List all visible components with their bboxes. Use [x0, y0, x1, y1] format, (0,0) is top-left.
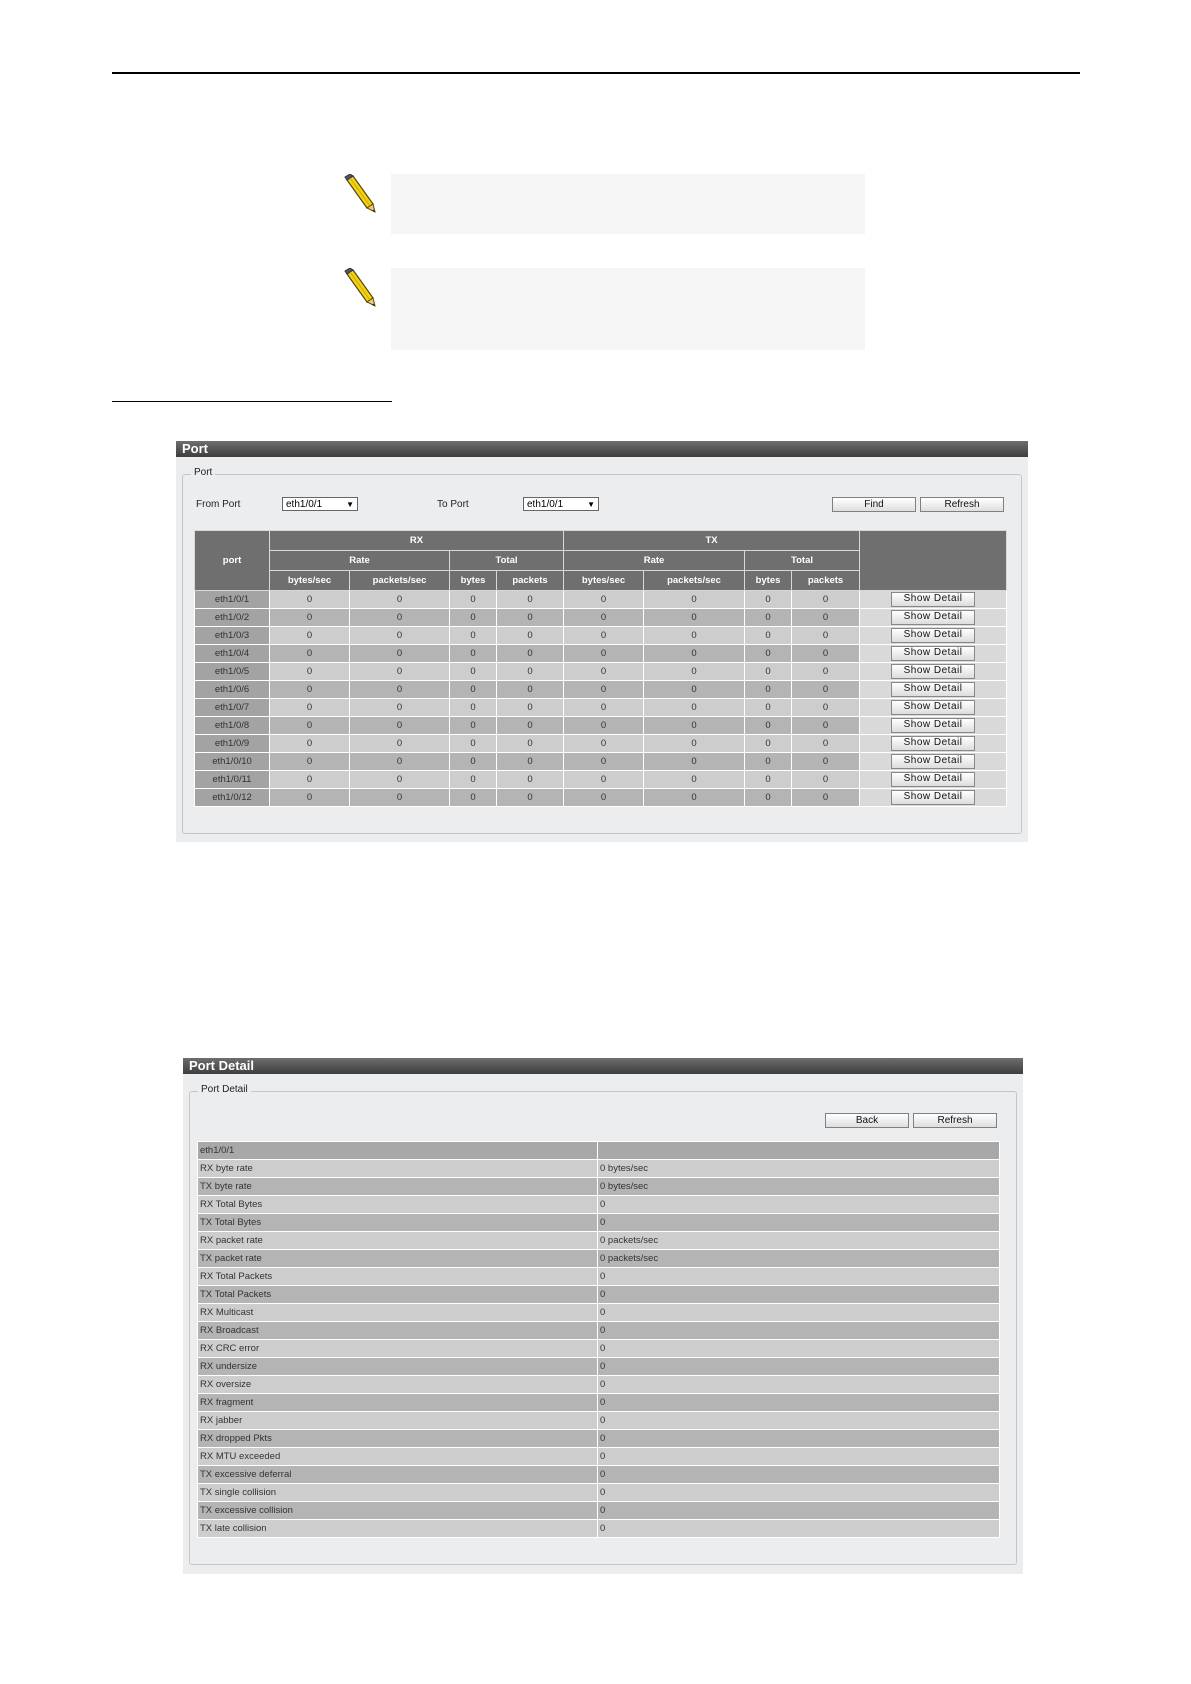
port-column-header: port: [195, 531, 270, 591]
detail-label: RX fragment: [198, 1394, 598, 1412]
detail-label: RX oversize: [198, 1376, 598, 1394]
stat-cell: 0: [350, 663, 450, 681]
detail-value: 0: [598, 1286, 1000, 1304]
detail-row: [198, 1286, 1000, 1304]
stat-cell: 0: [792, 663, 860, 681]
port-name-cell: eth1/0/3: [195, 627, 270, 645]
port-name-cell: eth1/0/9: [195, 735, 270, 753]
detail-row: [198, 1232, 1000, 1250]
stat-cell: 0: [792, 681, 860, 699]
stat-cell: 0: [564, 609, 644, 627]
detail-label: TX Total Packets: [198, 1286, 598, 1304]
from-port-label: From Port: [196, 499, 241, 510]
detail-label: RX Total Bytes: [198, 1196, 598, 1214]
back-button[interactable]: Back: [825, 1113, 909, 1128]
detail-refresh-button[interactable]: Refresh: [913, 1113, 997, 1128]
detail-header-blank: [598, 1142, 1000, 1160]
to-port-label: To Port: [437, 499, 469, 510]
detail-label: TX packet rate: [198, 1250, 598, 1268]
show-detail-button[interactable]: Show Detail: [891, 772, 975, 787]
action-cell: [860, 591, 1007, 609]
note-2-box: [391, 268, 865, 350]
stat-cell: 0: [350, 771, 450, 789]
stat-cell: 0: [497, 591, 564, 609]
table-row: [195, 735, 1007, 753]
stat-cell: 0: [792, 591, 860, 609]
port-panel-title: Port: [176, 441, 1028, 457]
stat-cell: 0: [644, 591, 745, 609]
action-cell: [860, 735, 1007, 753]
detail-value: 0: [598, 1466, 1000, 1484]
refresh-button[interactable]: Refresh: [920, 497, 1004, 512]
stat-cell: 0: [270, 699, 350, 717]
find-button[interactable]: Find: [832, 497, 916, 512]
port-name-cell: eth1/0/1: [195, 591, 270, 609]
table-row: [195, 681, 1007, 699]
stat-cell: 0: [450, 645, 497, 663]
stat-cell: 0: [270, 717, 350, 735]
stat-cell: 0: [450, 663, 497, 681]
detail-value: 0 packets/sec: [598, 1232, 1000, 1250]
stat-cell: 0: [792, 717, 860, 735]
stat-cell: 0: [792, 627, 860, 645]
stat-cell: 0: [270, 753, 350, 771]
stat-cell: 0: [644, 681, 745, 699]
port-detail-fieldset-legend: Port Detail: [198, 1084, 251, 1095]
table-row: [195, 789, 1007, 807]
stat-cell: 0: [792, 735, 860, 753]
detail-value: 0 bytes/sec: [598, 1178, 1000, 1196]
pencil-note-icon: [343, 174, 377, 214]
stat-cell: 0: [564, 591, 644, 609]
stat-cell: 0: [497, 699, 564, 717]
detail-header-row: [198, 1142, 1000, 1160]
stat-cell: 0: [745, 717, 792, 735]
detail-label: RX byte rate: [198, 1160, 598, 1178]
stat-cell: 0: [564, 627, 644, 645]
detail-label: RX Multicast: [198, 1304, 598, 1322]
port-name-cell: eth1/0/2: [195, 609, 270, 627]
detail-row: [198, 1214, 1000, 1232]
detail-value: 0 bytes/sec: [598, 1160, 1000, 1178]
stat-cell: 0: [270, 645, 350, 663]
port-name-cell: eth1/0/10: [195, 753, 270, 771]
stat-cell: 0: [450, 627, 497, 645]
action-cell: [860, 789, 1007, 807]
stat-cell: 0: [450, 591, 497, 609]
table-row: [195, 717, 1007, 735]
detail-label: TX excessive collision: [198, 1502, 598, 1520]
stat-cell: 0: [564, 699, 644, 717]
action-cell: [860, 771, 1007, 789]
detail-value: 0: [598, 1520, 1000, 1538]
detail-row: [198, 1520, 1000, 1538]
stat-cell: 0: [644, 609, 745, 627]
table-row: [195, 627, 1007, 645]
detail-label: RX packet rate: [198, 1232, 598, 1250]
note-1-box: [391, 174, 865, 234]
stat-cell: 0: [644, 753, 745, 771]
stat-cell: 0: [270, 663, 350, 681]
show-detail-button[interactable]: Show Detail: [891, 718, 975, 733]
stat-cell: 0: [564, 735, 644, 753]
stat-cell: 0: [564, 663, 644, 681]
stat-cell: 0: [497, 681, 564, 699]
detail-value: 0: [598, 1412, 1000, 1430]
stat-cell: 0: [644, 699, 745, 717]
stat-cell: 0: [450, 753, 497, 771]
show-detail-button[interactable]: Show Detail: [891, 700, 975, 715]
dropdown-arrow-icon: ▼: [346, 500, 354, 509]
detail-row: [198, 1196, 1000, 1214]
detail-row: [198, 1358, 1000, 1376]
port-fieldset-legend: Port: [191, 467, 215, 478]
sub-header: packets: [497, 571, 564, 591]
stat-cell: 0: [497, 771, 564, 789]
detail-label: RX jabber: [198, 1412, 598, 1430]
stat-cell: 0: [745, 645, 792, 663]
pencil-note-icon: [343, 268, 377, 308]
port-detail-panel-title: Port Detail: [183, 1058, 1023, 1074]
sub-header: packets/sec: [350, 571, 450, 591]
detail-row: [198, 1250, 1000, 1268]
stat-cell: 0: [497, 753, 564, 771]
detail-row: [198, 1304, 1000, 1322]
detail-row: [198, 1268, 1000, 1286]
sub-header: packets: [792, 571, 860, 591]
port-name-cell: eth1/0/6: [195, 681, 270, 699]
table-row: [195, 771, 1007, 789]
action-column-header: [860, 531, 1007, 591]
detail-row: [198, 1412, 1000, 1430]
action-cell: [860, 717, 1007, 735]
stat-cell: 0: [745, 789, 792, 807]
section-heading-rule: [112, 401, 392, 402]
from-port-value: eth1/0/1: [286, 499, 323, 510]
stat-cell: 0: [270, 627, 350, 645]
stat-cell: 0: [350, 735, 450, 753]
stat-cell: 0: [350, 681, 450, 699]
stat-cell: 0: [270, 681, 350, 699]
stat-cell: 0: [350, 609, 450, 627]
detail-row: [198, 1466, 1000, 1484]
detail-value: 0: [598, 1304, 1000, 1322]
port-name-cell: eth1/0/8: [195, 717, 270, 735]
stat-cell: 0: [745, 591, 792, 609]
stat-cell: 0: [450, 699, 497, 717]
detail-row: [198, 1394, 1000, 1412]
detail-value: 0: [598, 1196, 1000, 1214]
stat-cell: 0: [745, 735, 792, 753]
sub-header: bytes: [450, 571, 497, 591]
tx-rate-header: Rate: [564, 551, 745, 571]
stat-cell: 0: [350, 645, 450, 663]
detail-label: TX late collision: [198, 1520, 598, 1538]
stat-cell: 0: [644, 789, 745, 807]
show-detail-button[interactable]: Show Detail: [891, 682, 975, 697]
detail-row: [198, 1430, 1000, 1448]
show-detail-button[interactable]: Show Detail: [891, 790, 975, 805]
table-row: [195, 699, 1007, 717]
detail-value: 0 packets/sec: [598, 1250, 1000, 1268]
action-cell: [860, 663, 1007, 681]
sub-header: bytes/sec: [270, 571, 350, 591]
stat-cell: 0: [564, 771, 644, 789]
show-detail-button[interactable]: Show Detail: [891, 754, 975, 769]
detail-label: RX Total Packets: [198, 1268, 598, 1286]
show-detail-button[interactable]: Show Detail: [891, 592, 975, 607]
stat-cell: 0: [745, 699, 792, 717]
dropdown-arrow-icon: ▼: [587, 500, 595, 509]
detail-label: RX Broadcast: [198, 1322, 598, 1340]
detail-label: RX MTU exceeded: [198, 1448, 598, 1466]
detail-value: 0: [598, 1340, 1000, 1358]
stat-cell: 0: [497, 663, 564, 681]
table-row: [195, 645, 1007, 663]
stat-cell: 0: [270, 789, 350, 807]
detail-row: [198, 1502, 1000, 1520]
action-cell: [860, 645, 1007, 663]
show-detail-button[interactable]: Show Detail: [891, 664, 975, 679]
stat-cell: 0: [792, 609, 860, 627]
detail-label: TX single collision: [198, 1484, 598, 1502]
action-cell: [860, 753, 1007, 771]
detail-label: TX Total Bytes: [198, 1214, 598, 1232]
detail-value: 0: [598, 1214, 1000, 1232]
stat-cell: 0: [564, 753, 644, 771]
rx-header: RX: [270, 531, 564, 551]
stat-cell: 0: [497, 735, 564, 753]
stat-cell: 0: [497, 789, 564, 807]
show-detail-button[interactable]: Show Detail: [891, 736, 975, 751]
stat-cell: 0: [792, 789, 860, 807]
port-panel: [176, 441, 1028, 842]
stat-cell: 0: [497, 627, 564, 645]
show-detail-button[interactable]: Show Detail: [891, 646, 975, 661]
stat-cell: 0: [270, 609, 350, 627]
action-cell: [860, 681, 1007, 699]
stat-cell: 0: [350, 753, 450, 771]
stat-cell: 0: [644, 717, 745, 735]
detail-port-name: eth1/0/1: [198, 1142, 598, 1160]
stat-cell: 0: [745, 663, 792, 681]
stat-cell: 0: [450, 609, 497, 627]
tx-header: TX: [564, 531, 860, 551]
stat-cell: 0: [350, 627, 450, 645]
stat-cell: 0: [450, 735, 497, 753]
port-detail-table: [197, 1141, 1000, 1538]
stat-cell: 0: [350, 789, 450, 807]
to-port-select[interactable]: [523, 497, 599, 511]
stat-cell: 0: [450, 789, 497, 807]
stat-cell: 0: [350, 717, 450, 735]
stat-cell: 0: [745, 609, 792, 627]
stat-cell: 0: [564, 645, 644, 663]
detail-value: 0: [598, 1394, 1000, 1412]
port-name-cell: eth1/0/4: [195, 645, 270, 663]
rx-total-header: Total: [450, 551, 564, 571]
table-row: [195, 663, 1007, 681]
port-name-cell: eth1/0/5: [195, 663, 270, 681]
port-name-cell: eth1/0/7: [195, 699, 270, 717]
stat-cell: 0: [644, 645, 745, 663]
detail-row: [198, 1178, 1000, 1196]
sub-header: packets/sec: [644, 571, 745, 591]
stat-cell: 0: [792, 699, 860, 717]
detail-row: [198, 1160, 1000, 1178]
stat-cell: 0: [745, 753, 792, 771]
stat-cell: 0: [497, 717, 564, 735]
stat-cell: 0: [745, 681, 792, 699]
detail-row: [198, 1322, 1000, 1340]
stat-cell: 0: [350, 699, 450, 717]
stat-cell: 0: [792, 645, 860, 663]
stat-cell: 0: [792, 753, 860, 771]
detail-value: 0: [598, 1358, 1000, 1376]
stat-cell: 0: [497, 645, 564, 663]
port-detail-panel: [183, 1058, 1023, 1574]
stat-cell: 0: [270, 771, 350, 789]
header-rule: [112, 72, 1080, 74]
detail-label: TX excessive deferral: [198, 1466, 598, 1484]
table-row: [195, 609, 1007, 627]
detail-row: [198, 1448, 1000, 1466]
stat-cell: 0: [644, 735, 745, 753]
from-port-select[interactable]: [282, 497, 358, 511]
action-cell: [860, 627, 1007, 645]
detail-label: TX byte rate: [198, 1178, 598, 1196]
detail-row: [198, 1340, 1000, 1358]
to-port-value: eth1/0/1: [527, 499, 564, 510]
table-row: [195, 591, 1007, 609]
port-stats-table: [194, 530, 1007, 807]
stat-cell: 0: [497, 609, 564, 627]
show-detail-button[interactable]: Show Detail: [891, 628, 975, 643]
action-cell: [860, 609, 1007, 627]
detail-value: 0: [598, 1484, 1000, 1502]
port-name-cell: eth1/0/11: [195, 771, 270, 789]
stat-cell: 0: [350, 591, 450, 609]
stat-cell: 0: [564, 789, 644, 807]
stat-cell: 0: [644, 663, 745, 681]
detail-value: 0: [598, 1322, 1000, 1340]
stat-cell: 0: [644, 627, 745, 645]
action-cell: [860, 699, 1007, 717]
stat-cell: 0: [745, 627, 792, 645]
show-detail-button[interactable]: Show Detail: [891, 610, 975, 625]
detail-value: 0: [598, 1430, 1000, 1448]
rx-rate-header: Rate: [270, 551, 450, 571]
sub-header: bytes: [745, 571, 792, 591]
stat-cell: 0: [270, 735, 350, 753]
detail-label: RX dropped Pkts: [198, 1430, 598, 1448]
stat-cell: 0: [564, 717, 644, 735]
detail-label: RX CRC error: [198, 1340, 598, 1358]
detail-value: 0: [598, 1268, 1000, 1286]
stat-cell: 0: [450, 681, 497, 699]
stat-cell: 0: [450, 717, 497, 735]
stat-cell: 0: [745, 771, 792, 789]
tx-total-header: Total: [745, 551, 860, 571]
detail-value: 0: [598, 1376, 1000, 1394]
detail-row: [198, 1484, 1000, 1502]
stat-cell: 0: [792, 771, 860, 789]
stat-cell: 0: [450, 771, 497, 789]
table-row: [195, 753, 1007, 771]
detail-value: 0: [598, 1448, 1000, 1466]
detail-row: [198, 1376, 1000, 1394]
stat-cell: 0: [270, 591, 350, 609]
stat-cell: 0: [644, 771, 745, 789]
port-name-cell: eth1/0/12: [195, 789, 270, 807]
detail-value: 0: [598, 1502, 1000, 1520]
stat-cell: 0: [564, 681, 644, 699]
sub-header: bytes/sec: [564, 571, 644, 591]
detail-label: RX undersize: [198, 1358, 598, 1376]
